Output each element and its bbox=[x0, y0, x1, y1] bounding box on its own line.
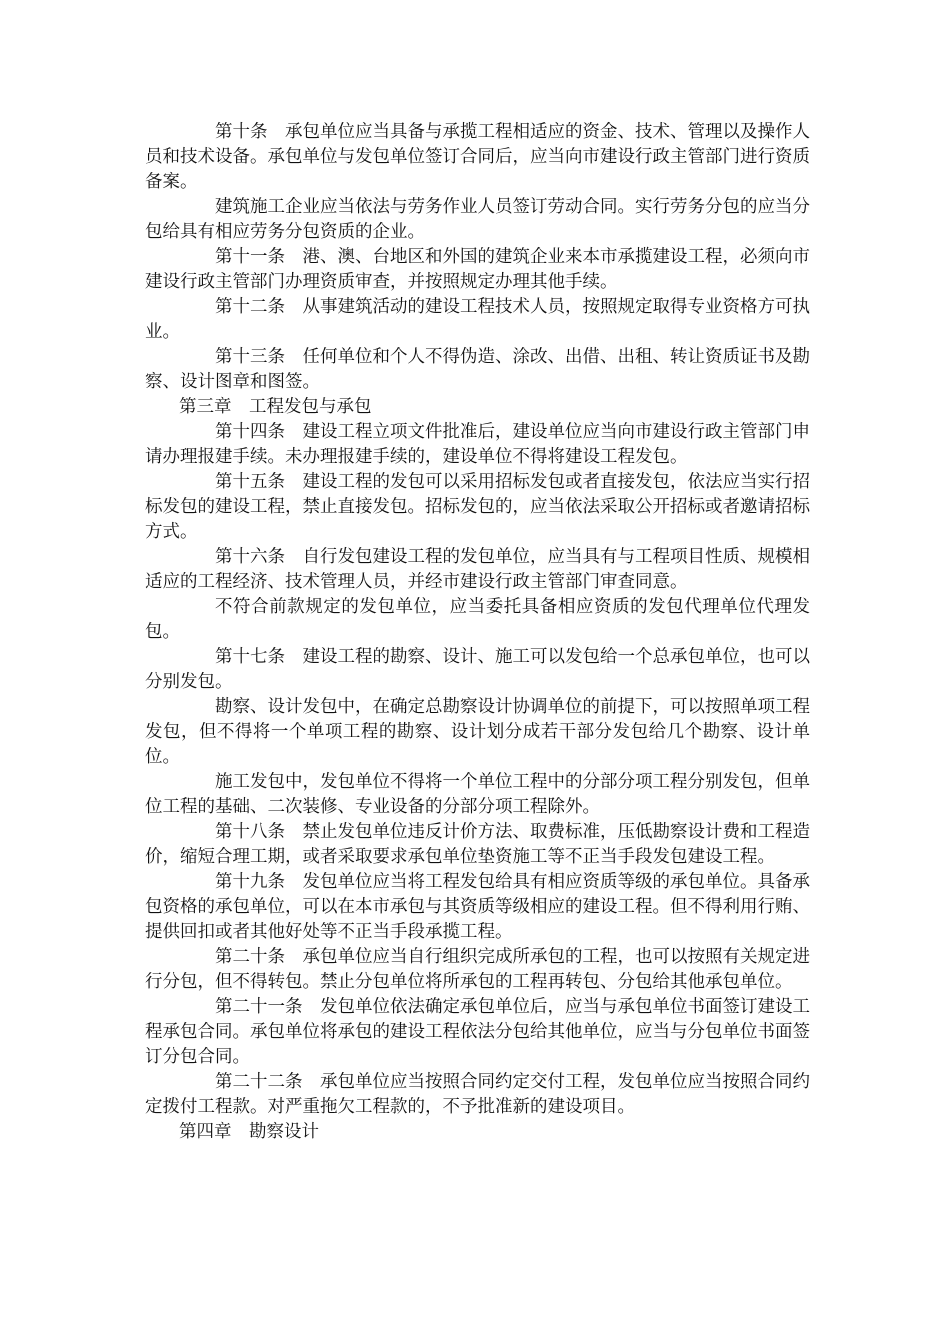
article-17-paragraph-3: 施工发包中，发包单位不得将一个单位工程中的分部分项工程分别发包，但单位工程的基础、二次装修、专业设备的分部分项工程除外。 bbox=[145, 772, 810, 817]
article-10-paragraph-2: 建筑施工企业应当依法与劳务作业人员签订劳动合同。实行劳务分包的应当分包给具有相应劳务分包资质的企业。 bbox=[145, 197, 810, 242]
article-11: 第十一条 港、澳、台地区和外国的建筑企业来本市承揽建设工程，必须向市建设行政主管部门办理资质审查，并按照规定办理其他手续。 bbox=[145, 247, 810, 292]
article-16: 第十六条 自行发包建设工程的发包单位，应当具有与工程项目性质、规模相适应的工程经济、技术管理人员，并经市建设行政主管部门审查同意。 bbox=[145, 547, 810, 592]
article-22: 第二十二条 承包单位应当按照合同约定交付工程，发包单位应当按照合同约定拨付工程款。对严重拖欠工程款的，不予批准新的建设项目。 bbox=[145, 1072, 810, 1117]
article-13: 第十三条 任何单位和个人不得伪造、涂改、出借、出租、转让资质证书及勘察、设计图章和图签。 bbox=[145, 347, 810, 392]
article-19: 第十九条 发包单位应当将工程发包给具有相应资质等级的承包单位。具备承包资格的承包单位，可以在本市承包与其资质等级相应的建设工程。但不得利用行贿、提供回扣或者其他好处等不正当手段承揽工程。 bbox=[145, 872, 810, 942]
article-12: 第十二条 从事建筑活动的建设工程技术人员，按照规定取得专业资格方可执业。 bbox=[145, 297, 810, 342]
document-body bbox=[145, 120, 810, 1145]
article-21: 第二十一条 发包单位依法确定承包单位后，应当与承包单位书面签订建设工程承包合同。承包单位将承包的建设工程依法分包给其他单位，应当与分包单位书面签订分包合同。 bbox=[145, 997, 810, 1067]
article-10: 第十条 承包单位应当具备与承揽工程相适应的资金、技术、管理以及操作人员和技术设备。承包单位与发包单位签订合同后，应当向市建设行政主管部门进行资质备案。 bbox=[145, 122, 810, 192]
article-17-paragraph-2: 勘察、设计发包中，在确定总勘察设计协调单位的前提下，可以按照单项工程发包，但不得将一个单项工程的勘察、设计划分成若干部分发包给几个勘察、设计单位。 bbox=[145, 697, 810, 767]
article-17: 第十七条 建设工程的勘察、设计、施工可以发包给一个总承包单位，也可以分别发包。 bbox=[145, 647, 810, 692]
article-15: 第十五条 建设工程的发包可以采用招标发包或者直接发包，依法应当实行招标发包的建设工程，禁止直接发包。招标发包的，应当依法采取公开招标或者邀请招标方式。 bbox=[145, 472, 810, 542]
article-16-paragraph-2: 不符合前款规定的发包单位，应当委托具备相应资质的发包代理单位代理发包。 bbox=[145, 597, 810, 642]
chapter-4-heading: 第四章 勘察设计 bbox=[179, 1122, 319, 1142]
chapter-3-heading: 第三章 工程发包与承包 bbox=[179, 397, 372, 417]
article-14: 第十四条 建设工程立项文件批准后，建设单位应当向市建设行政主管部门申请办理报建手续。未办理报建手续的，建设单位不得将建设工程发包。 bbox=[145, 422, 810, 467]
article-18: 第十八条 禁止发包单位违反计价方法、取费标准，压低勘察设计费和工程造价，缩短合理工期，或者采取要求承包单位垫资施工等不正当手段发包建设工程。 bbox=[145, 822, 810, 867]
article-20: 第二十条 承包单位应当自行组织完成所承包的工程，也可以按照有关规定进行分包，但不得转包。禁止分包单位将所承包的工程再转包、分包给其他承包单位。 bbox=[145, 947, 810, 992]
